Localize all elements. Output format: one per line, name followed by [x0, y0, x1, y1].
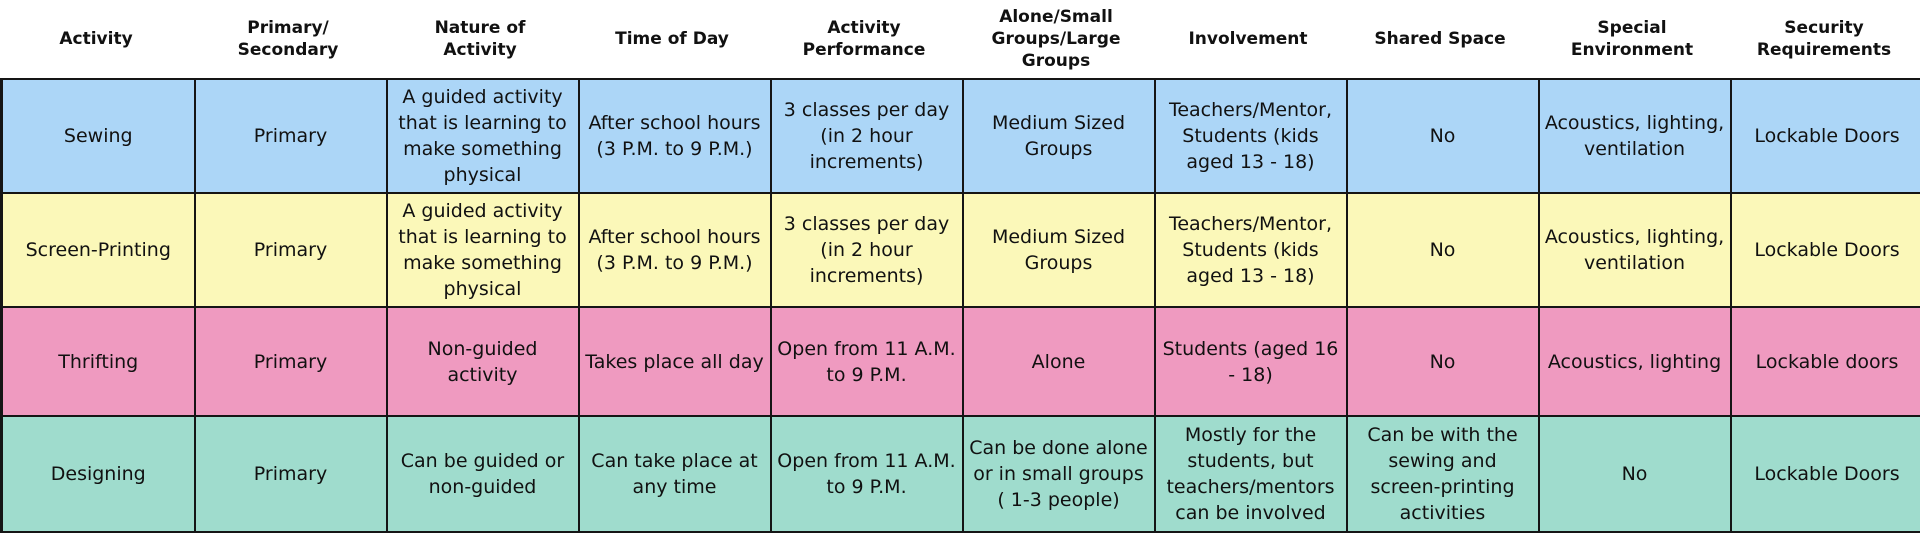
header-activity	[0, 0, 192, 78]
table-cell-shared-space: No	[1347, 79, 1539, 193]
table-cell-special-environment: No	[1539, 416, 1731, 532]
activity-table	[0, 78, 1920, 533]
table-cell-security: Lockable Doors	[1731, 79, 1920, 193]
table-cell-activity: Designing	[2, 416, 195, 532]
table-cell-involvement: Mostly for the students, but teachers/mentors can be involved	[1155, 416, 1347, 532]
table-cell-primary-secondary: Primary	[195, 307, 387, 416]
table-cell-group-size: Alone	[963, 307, 1155, 416]
table-cell-involvement: Students (aged 16 - 18)	[1155, 307, 1347, 416]
table-cell-shared-space: No	[1347, 307, 1539, 416]
header-line: Shared Space	[1374, 29, 1506, 49]
header-line: Security	[1784, 18, 1864, 38]
table-cell-activity: Screen-Printing	[2, 193, 195, 307]
table-cell-security: Lockable Doors	[1731, 193, 1920, 307]
header-line: Activity	[443, 40, 517, 60]
table-cell-performance: Open from 11 A.M. to 9 P.M.	[771, 416, 963, 532]
table-cell-primary-secondary: Primary	[195, 79, 387, 193]
table-row-designing	[2, 416, 1920, 532]
header-line: Alone/Small	[999, 7, 1113, 27]
header-special-environment	[1536, 0, 1728, 78]
table-cell-performance: 3 classes per day (in 2 hour increments)	[771, 193, 963, 307]
header-nature-of-activity	[384, 0, 576, 78]
table-row-sewing	[2, 79, 1920, 193]
table-cell-involvement: Teachers/Mentor, Students (kids aged 13 - 18)	[1155, 193, 1347, 307]
table-cell-primary-secondary: Primary	[195, 193, 387, 307]
table-cell-activity: Sewing	[2, 79, 195, 193]
header-activity-performance	[768, 0, 960, 78]
header-line: Performance	[802, 40, 926, 60]
header-line: Secondary	[237, 40, 339, 60]
table-header	[0, 0, 1920, 78]
header-line: Groups	[1021, 51, 1091, 71]
header-security-requirements	[1728, 0, 1920, 78]
header-line: Special	[1597, 18, 1667, 38]
table-cell-time-of-day: Can take place at any time	[579, 416, 771, 532]
table-cell-shared-space: No	[1347, 193, 1539, 307]
table-cell-special-environment: Acoustics, lighting	[1539, 307, 1731, 416]
table-cell-performance: Open from 11 A.M. to 9 P.M.	[771, 307, 963, 416]
table-cell-group-size: Medium Sized Groups	[963, 193, 1155, 307]
header-line: Requirements	[1756, 40, 1892, 60]
table-cell-nature: A guided activity that is learning to make something physical	[387, 79, 579, 193]
header-line: Activity	[827, 18, 901, 38]
header-group-size	[960, 0, 1152, 78]
table-row-screen-printing	[2, 193, 1920, 307]
table-cell-group-size: Medium Sized Groups	[963, 79, 1155, 193]
table-row-thrifting	[2, 307, 1920, 416]
header-line: Time of Day	[615, 29, 729, 49]
table-cell-activity: Thrifting	[2, 307, 195, 416]
table-cell-special-environment: Acoustics, lighting, ventilation	[1539, 193, 1731, 307]
header-line: Environment	[1570, 40, 1694, 60]
header-primary-secondary	[192, 0, 384, 78]
table-cell-time-of-day: After school hours (3 P.M. to 9 P.M.)	[579, 193, 771, 307]
table-cell-primary-secondary: Primary	[195, 416, 387, 532]
table-cell-involvement: Teachers/Mentor, Students (kids aged 13 - 18)	[1155, 79, 1347, 193]
header-line: Nature of	[434, 18, 526, 38]
table-cell-special-environment: Acoustics, lighting, ventilation	[1539, 79, 1731, 193]
table-cell-nature: A guided activity that is learning to make something physical	[387, 193, 579, 307]
table-cell-shared-space: Can be with the sewing and screen-printing activities	[1347, 416, 1539, 532]
header-line: Activity	[59, 29, 133, 49]
header-line: Groups/Large	[991, 29, 1121, 49]
header-line: Primary/	[247, 18, 329, 38]
table-cell-time-of-day: After school hours (3 P.M. to 9 P.M.)	[579, 79, 771, 193]
table-cell-nature: Can be guided or non-guided	[387, 416, 579, 532]
header-time-of-day	[576, 0, 768, 78]
header-line: Involvement	[1188, 29, 1308, 49]
header-shared-space	[1344, 0, 1536, 78]
table-cell-group-size: Can be done alone or in small groups ( 1-3 people)	[963, 416, 1155, 532]
header-involvement	[1152, 0, 1344, 78]
table-cell-performance: 3 classes per day (in 2 hour increments)	[771, 79, 963, 193]
table-cell-security: Lockable doors	[1731, 307, 1920, 416]
table-cell-time-of-day: Takes place all day	[579, 307, 771, 416]
table-cell-nature: Non-guided activity	[387, 307, 579, 416]
table-cell-security: Lockable Doors	[1731, 416, 1920, 532]
